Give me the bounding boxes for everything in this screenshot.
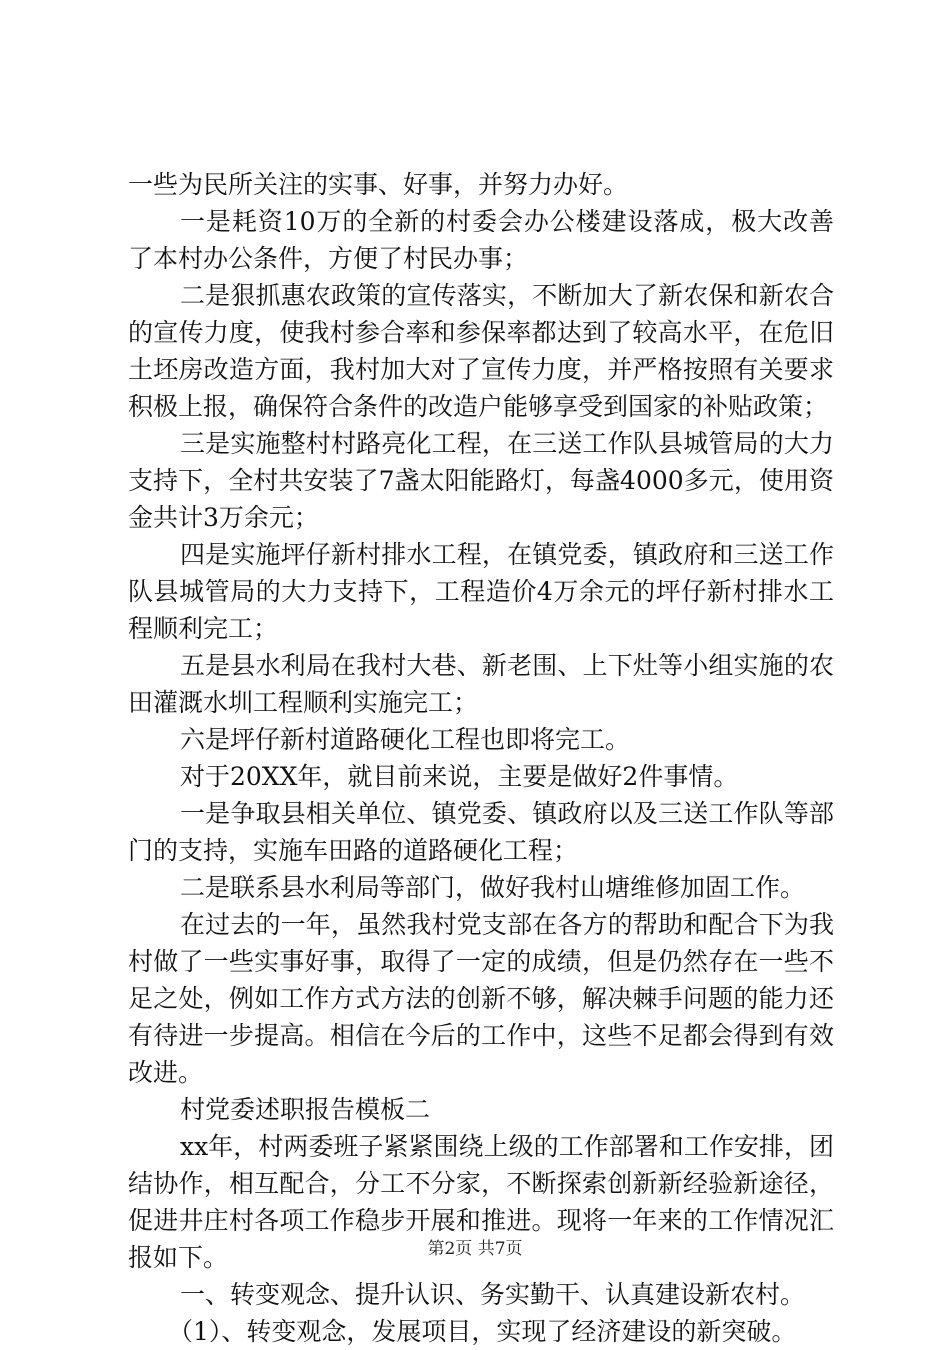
paragraph-plan-2: 二是联系县水利局等部门，做好我村山塘维修加固工作。 bbox=[180, 873, 806, 902]
section-heading: 村党委述职报告模板二 bbox=[180, 1095, 431, 1124]
paragraph-plan-1: 一是争取县相关单位、镇党委、镇政府以及三送工作队等部门的支持，实施车田路的道路硬化工程； bbox=[128, 799, 834, 865]
paragraph-item-2: 二是狠抓惠农政策的宣传落实，不断加大了新农保和新农合的宣传力度，使我村参合率和参保率都达到了较高水平，在危旧土坯房改造方面，我村加大对了宣传力度，并严格按照有关要求积极上报，确保符合条件的改造户能够享受到国家的补贴政策； bbox=[128, 281, 834, 421]
paragraph-item-5: 五是县水利局在我村大巷、新老围、上下灶等小组实施的农田灌溉水圳工程顺利实施完工； bbox=[128, 651, 834, 717]
paragraph-item-4: 四是实施坪仔新村排水工程，在镇党委，镇政府和三送工作队县城管局的大力支持下，工程造价4万余元的坪仔新村排水工程顺利完工； bbox=[128, 540, 834, 643]
paragraph-report-intro: xx年，村两委班子紧紧围绕上级的工作部署和工作安排，团结协作，相互配合，分工不分家，不断探索创新新经验新途径，促进井庄村各项工作稳步开展和推进。现将一年来的工作情况汇报如下。 bbox=[128, 1132, 834, 1272]
paragraph-plan-intro: 对于20XX年，就目前来说，主要是做好2件事情。 bbox=[180, 762, 739, 791]
paragraph-item-6: 六是坪仔新村道路硬化工程也即将完工。 bbox=[180, 725, 631, 754]
subheading-1-1: （1）、转变观念，发展项目，实现了经济建设的新突破。 bbox=[168, 1317, 797, 1346]
document-body bbox=[128, 166, 834, 1350]
paragraph-continuation: 一些为民所关注的实事、好事，并努力办好。 bbox=[128, 170, 629, 199]
paragraph-item-1: 一是耗资10万的全新的村委会办公楼建设落成，极大改善了本村办公条件，方便了村民办事； bbox=[128, 207, 834, 273]
paragraph-summary: 在过去的一年，虽然我村党支部在各方的帮助和配合下为我村做了一些实事好事，取得了一定的成绩，但是仍然存在一些不足之处，例如工作方式方法的创新不够，解决棘手问题的能力还有待进一步提高。相信在今后的工作中，这些不足都会得到有效改进。 bbox=[128, 910, 834, 1087]
subheading-1: 一、转变观念、提升认识、务实勤干、认真建设新农村。 bbox=[180, 1280, 806, 1309]
paragraph-item-3: 三是实施整村村路亮化工程，在三送工作队县城管局的大力支持下，全村共安装了7盏太阳能路灯，每盏4000多元，使用资金共计3万余元； bbox=[128, 429, 834, 532]
page-footer: 第2页 共7页 bbox=[427, 1239, 523, 1259]
